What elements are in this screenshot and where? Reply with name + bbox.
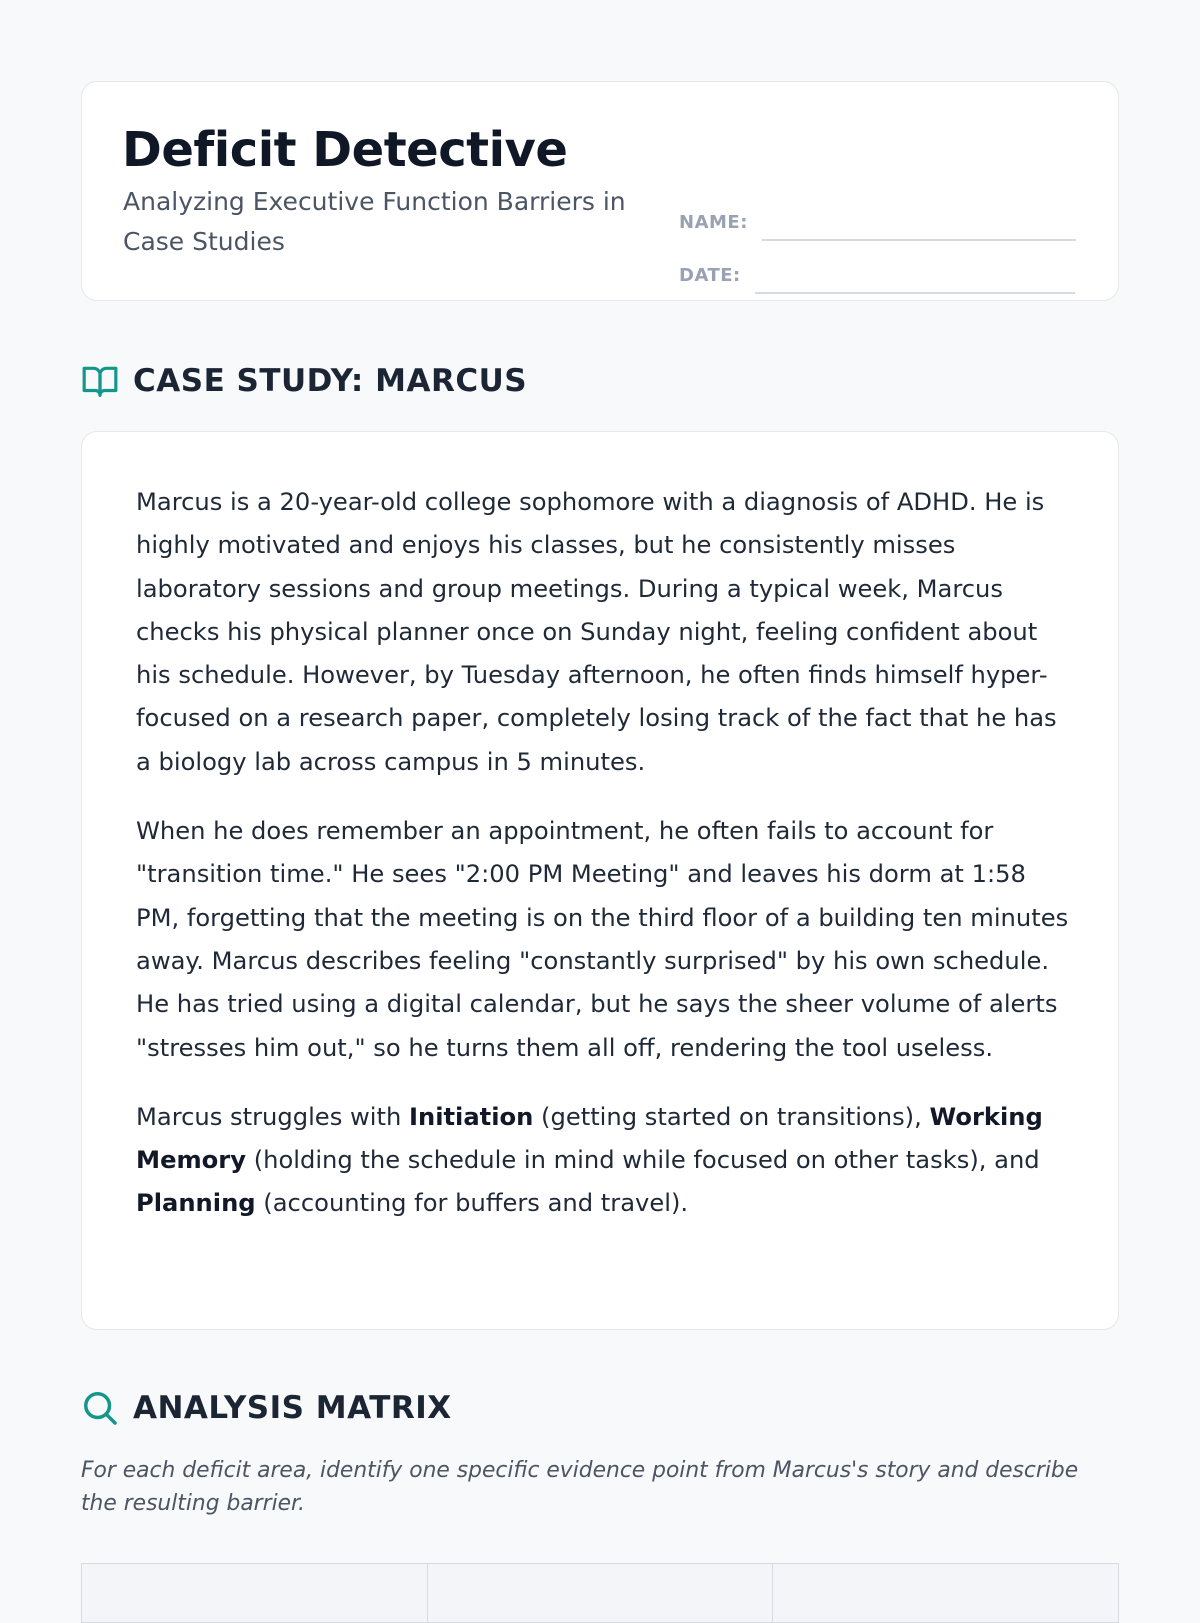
date-label: DATE: (679, 265, 741, 286)
book-open-icon (81, 362, 119, 400)
case-study-title: CASE STUDY: MARCUS (133, 363, 528, 399)
name-label: NAME: (679, 212, 748, 233)
term-initiation: Initiation (408, 1102, 534, 1131)
term-planning: Planning (136, 1189, 256, 1218)
name-field (679, 212, 1076, 233)
search-icon (81, 1389, 119, 1427)
analysis-title: ANALYSIS MATRIX (133, 1390, 452, 1426)
summary-desc-1: (getting started on transitions), (533, 1102, 930, 1131)
matrix-column (428, 1564, 774, 1622)
case-study-text (136, 481, 1076, 1252)
worksheet-header (81, 81, 1119, 301)
case-study-card (81, 431, 1119, 1330)
story-paragraph-1: Marcus is a 20-year-old college sophomore with a diagnosis of ADHD. He is highly motivated and enjoys his classes, but he consistently misses laboratory sessions and group meetings. During a typical week, Marcus checks his physical planner once on Sunday night, feeling confident about his schedule. However, by Tuesday afternoon, he often finds himself hyper-focused on a research paper, completely losing track of the fact that he has a biology lab across campus in 5 minutes. (136, 488, 1057, 776)
matrix-column (773, 1564, 1118, 1622)
story-paragraph-2: When he does remember an appointment, he often fails to account for "transition time." He sees "2:00 PM Meeting" and leaves his dorm at 1:58 PM, forgetting that the meeting is on the third floor of a building ten minutes away. Marcus describes feeling "constantly surprised" by his own schedule. He has tried using a digital calendar, but he says the sheer volume of alerts "stresses him out," so he turns them all off, rendering the tool useless. (136, 817, 1069, 1062)
term-working-memory: Working Memory (136, 1102, 1043, 1175)
date-field (679, 265, 1075, 286)
analysis-instructions: For each deficit area, identify one specific evidence point from Marcus's story and describe the resulting barrier. (81, 1458, 1079, 1516)
summary-desc-2: (holding the schedule in mind while focused on other tasks), and (246, 1146, 1040, 1175)
summary-intro: Marcus struggles with (136, 1102, 409, 1131)
story-summary (136, 1096, 1076, 1226)
date-input-line[interactable] (755, 292, 1075, 294)
case-study-heading (81, 362, 527, 400)
worksheet-title: Deficit Detective (122, 122, 568, 178)
analysis-matrix-table (81, 1563, 1119, 1623)
worksheet-subtitle: Analyzing Executive Function Barriers in Case Studies (123, 187, 626, 256)
analysis-heading (81, 1389, 452, 1427)
name-input-line[interactable] (762, 239, 1076, 241)
summary-desc-3: (accounting for buffers and travel). (255, 1189, 689, 1218)
matrix-column (82, 1564, 428, 1622)
